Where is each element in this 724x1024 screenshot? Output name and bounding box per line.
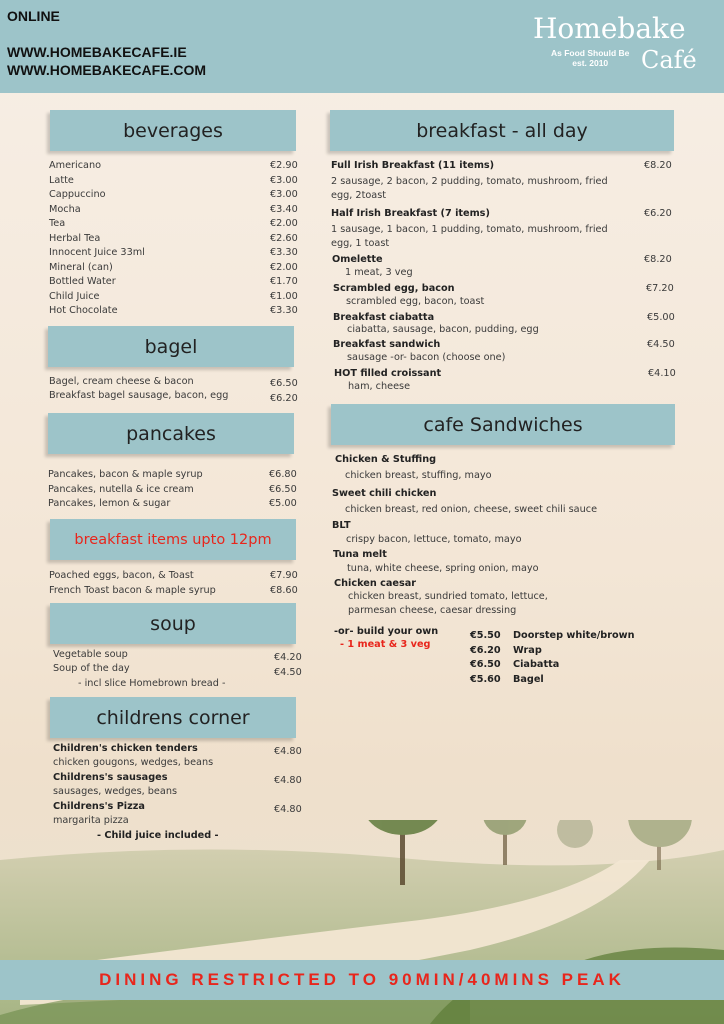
menu-item-price: €3.40 <box>270 204 298 215</box>
menu-item-name: Soup of the day <box>53 663 130 674</box>
menu-item-price: €4.80 <box>274 775 302 786</box>
menu-item-desc: 1 meat, 3 veg <box>345 267 413 278</box>
menu-item-name: Bottled Water <box>49 276 116 287</box>
menu-item-price: €2.90 <box>270 160 298 171</box>
bread-price: €6.50 <box>470 659 501 670</box>
section-breakfast-all-day: breakfast - all day <box>330 110 674 151</box>
menu-item-price: €6.50 <box>269 484 297 495</box>
menu-item-name: Omelette <box>332 254 383 265</box>
menu-item-desc: ciabatta, sausage, bacon, pudding, egg <box>347 324 539 335</box>
website-link-com[interactable]: WWW.HOMEBAKECAFE.COM <box>7 62 207 78</box>
menu-item-name: Innocent Juice 33ml <box>49 247 145 258</box>
bread-name: Ciabatta <box>513 659 560 670</box>
website-link-ie[interactable]: WWW.HOMEBAKECAFE.IE <box>7 44 187 60</box>
menu-item-name: Vegetable soup <box>53 649 128 660</box>
menu-item-name: Children's chicken tenders <box>53 743 198 754</box>
menu-item-desc: 2 sausage, 2 bacon, 2 pudding, tomato, mushroom, fried <box>331 176 608 187</box>
menu-item-desc: chicken gougons, wedges, beans <box>53 757 214 768</box>
menu-item-name: Half Irish Breakfast (7 items) <box>331 208 490 219</box>
menu-item-desc: egg, 1 toast <box>331 238 390 249</box>
menu-item-name: Child Juice <box>49 291 100 302</box>
menu-item-price: €2.00 <box>270 262 298 273</box>
menu-item-desc: crispy bacon, lettuce, tomato, mayo <box>346 534 522 545</box>
menu-item-name: French Toast bacon & maple syrup <box>49 585 216 596</box>
menu-item-price: €8.60 <box>270 585 298 596</box>
menu-item-name: Bagel, cream cheese & bacon <box>49 376 194 387</box>
menu-item-price: €5.00 <box>647 312 675 323</box>
logo-est: est. 2010 <box>572 58 609 68</box>
bread-price: €5.60 <box>470 674 501 685</box>
soup-note: - incl slice Homebrown bread - <box>78 678 226 689</box>
online-label: ONLINE <box>7 8 60 24</box>
menu-item-price: €8.20 <box>644 254 672 265</box>
bread-name: Doorstep white/brown <box>513 630 635 641</box>
menu-item-name: Hot Chocolate <box>49 305 118 316</box>
build-your-own-note: - 1 meat & 3 veg <box>340 639 431 650</box>
menu-item-name: Scrambled egg, bacon <box>333 283 455 294</box>
menu-item-desc: parmesan cheese, caesar dressing <box>348 605 517 616</box>
bread-price: €6.20 <box>470 645 501 656</box>
menu-item-desc: sausages, wedges, beans <box>53 786 178 797</box>
menu-item-desc: egg, 2toast <box>331 190 387 201</box>
menu-item-name: Sweet chili chicken <box>332 488 437 499</box>
bread-price: €5.50 <box>470 630 501 641</box>
menu-item-desc: sausage -or- bacon (choose one) <box>347 352 506 363</box>
logo-tagline-text: As Food Should Be <box>551 48 630 58</box>
menu-item-name: Pancakes, nutella & ice cream <box>48 484 194 495</box>
menu-item-desc: scrambled egg, bacon, toast <box>346 296 485 307</box>
menu-item-name: Mocha <box>49 204 81 215</box>
section-soup: soup <box>50 603 296 644</box>
section-beverages: beverages <box>50 110 296 151</box>
menu-item-price: €6.50 <box>270 378 298 389</box>
menu-item-desc: chicken breast, red onion, cheese, sweet chili sauce <box>345 504 598 515</box>
menu-item-name: Poached eggs, bacon, & Toast <box>49 570 194 581</box>
menu-item-price: €1.70 <box>270 276 298 287</box>
menu-item-desc: 1 sausage, 1 bacon, 1 pudding, tomato, mushroom, fried <box>331 224 608 235</box>
menu-item-name: Breakfast ciabatta <box>333 312 435 323</box>
menu-item-name: Breakfast sandwich <box>333 339 441 350</box>
menu-item-name: Americano <box>49 160 102 171</box>
menu-item-desc: ham, cheese <box>348 381 411 392</box>
menu-item-price: €2.00 <box>270 218 298 229</box>
menu-item-desc: tuna, white cheese, spring onion, mayo <box>347 563 539 574</box>
bread-name: Wrap <box>513 645 542 656</box>
menu-item-name: Full Irish Breakfast (11 items) <box>331 160 495 171</box>
menu-item-name: Cappuccino <box>49 189 106 200</box>
menu-item-price: €1.00 <box>270 291 298 302</box>
menu-item-price: €6.20 <box>270 393 298 404</box>
menu-item-name: HOT filled croissant <box>334 368 442 379</box>
menu-item-price: €2.60 <box>270 233 298 244</box>
dining-restriction-banner: DINING RESTRICTED TO 90MIN/40MINS PEAK <box>0 960 724 1000</box>
menu-item-price: €6.20 <box>644 208 672 219</box>
menu-item-name: Childrens's sausages <box>53 772 168 783</box>
section-pancakes: pancakes <box>48 413 294 454</box>
menu-item-name: Pancakes, bacon & maple syrup <box>48 469 203 480</box>
menu-item-price: €5.00 <box>269 498 297 509</box>
build-your-own-label: -or- build your own <box>334 626 439 637</box>
menu-item-name: Breakfast bagel sausage, bacon, egg <box>49 390 229 401</box>
menu-item-name: Latte <box>49 175 74 186</box>
menu-item-price: €3.30 <box>270 247 298 258</box>
menu-item-price: €8.20 <box>644 160 672 171</box>
menu-item-desc: chicken breast, stuffing, mayo <box>345 470 492 481</box>
menu-item-price: €7.90 <box>270 570 298 581</box>
menu-item-desc: margarita pizza <box>53 815 129 826</box>
logo-name: Homebake <box>533 12 686 45</box>
menu-item-name: Childrens's Pizza <box>53 801 145 812</box>
logo-tagline <box>551 48 629 68</box>
menu-item-price: €3.30 <box>270 305 298 316</box>
section-childrens-corner: childrens corner <box>50 697 296 738</box>
menu-item-name: Herbal Tea <box>49 233 101 244</box>
logo-cafe: Café <box>641 46 697 74</box>
menu-item-price: €4.10 <box>648 368 676 379</box>
section-bagel: bagel <box>48 326 294 367</box>
bread-name: Bagel <box>513 674 544 685</box>
menu-item-price: €3.00 <box>270 175 298 186</box>
menu-item-price: €4.20 <box>274 652 302 663</box>
tree-medium <box>483 820 527 865</box>
menu-item-price: €4.50 <box>274 667 302 678</box>
menu-item-name: Mineral (can) <box>49 262 113 273</box>
menu-item-price: €7.20 <box>646 283 674 294</box>
section-cafe-sandwiches: cafe Sandwiches <box>331 404 675 445</box>
menu-item-name: Pancakes, lemon & sugar <box>48 498 171 509</box>
menu-item-price: €4.80 <box>274 804 302 815</box>
menu-item-price: €4.50 <box>647 339 675 350</box>
menu-item-desc: chicken breast, sundried tomato, lettuce, <box>348 591 548 602</box>
menu-item-name: Tea <box>49 218 66 229</box>
menu-item-price: €4.80 <box>274 746 302 757</box>
menu-item-name: Chicken & Stuffing <box>335 454 437 465</box>
menu-item-price: €3.00 <box>270 189 298 200</box>
menu-item-name: Chicken caesar <box>334 578 417 589</box>
childrens-note: - Child juice included - <box>97 830 219 841</box>
menu-item-name: Tuna melt <box>333 549 387 560</box>
menu-item-price: €6.80 <box>269 469 297 480</box>
section-breakfast-items-until-12: breakfast items upto 12pm <box>50 519 296 560</box>
menu-item-name: BLT <box>332 520 351 531</box>
